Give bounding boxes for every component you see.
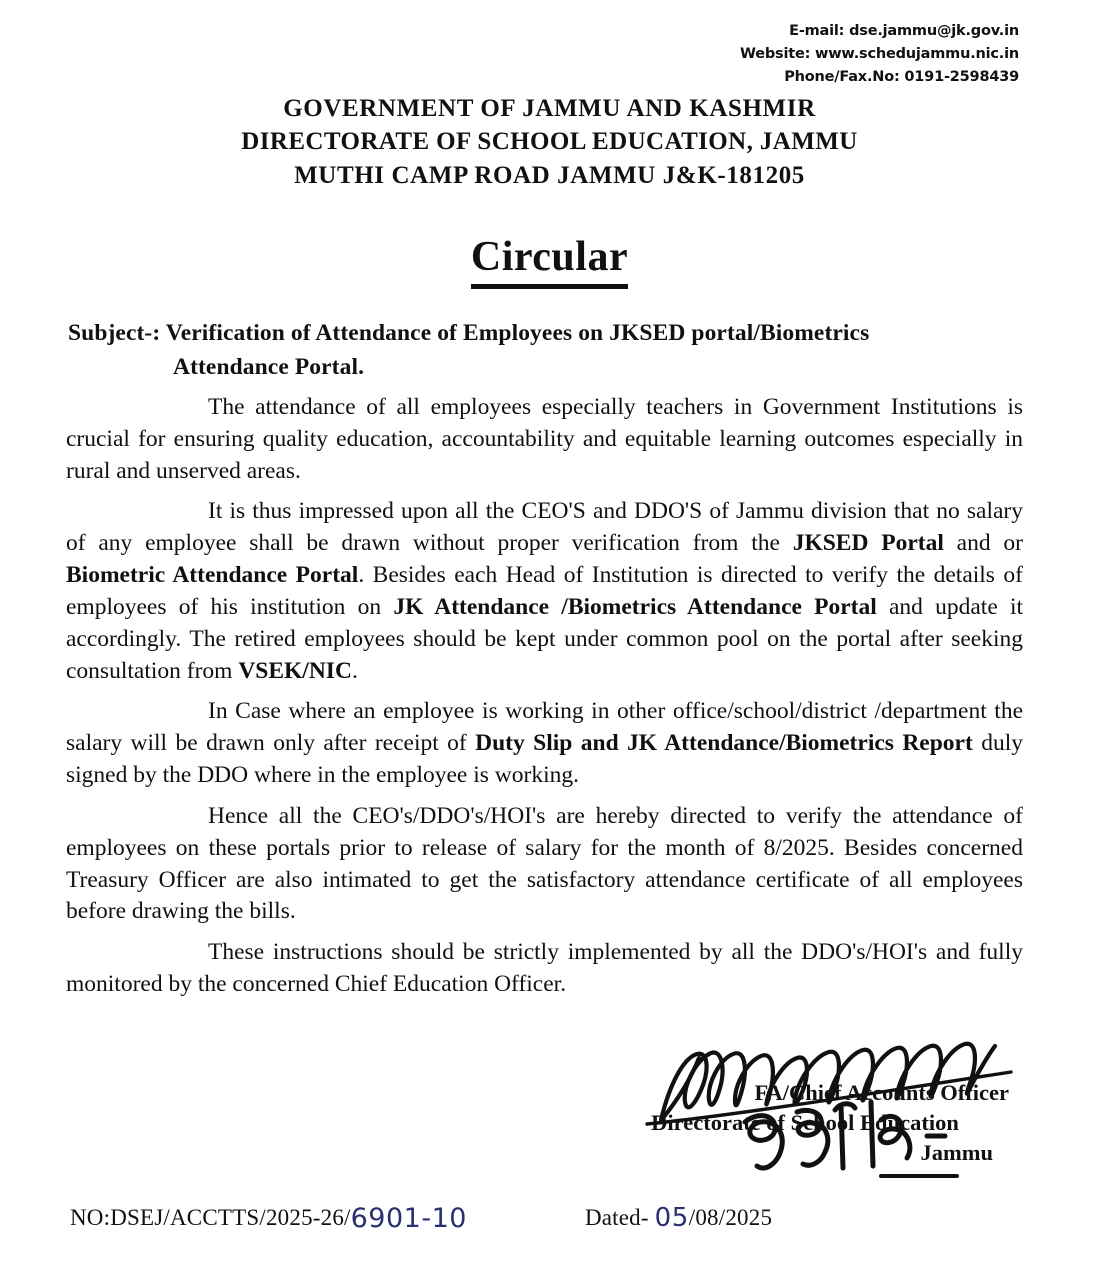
signature-block — [595, 1078, 1015, 1168]
phone-line: Phone/Fax.No: 0191-2598439 — [784, 68, 1019, 85]
paragraph-2-text-d: and update it accordingly. The retired employees should be kept under common pool on the portal after seeking consultation from — [66, 593, 1023, 684]
page-title-wrapper — [0, 236, 1099, 289]
dated-label: Dated- — [584, 1205, 649, 1230]
paragraph-2-text-e: . — [351, 657, 358, 684]
paragraph-2-text-b: and or — [943, 530, 1023, 557]
email-line: E-mail: dse.jammu@jk.gov.in — [789, 23, 1019, 39]
paragraph-4-text: Hence all the CEO's/DDO's/HOI's are hereby directed to verify the attendance of employees on these portals prior to release of salary for the month of 8/2025. Besides concerned Treasury Officer are also intimated to get the satisfactory attendance certificate of all employees before drawing the bills. — [66, 802, 1023, 925]
signatory-place: Jammu — [920, 1140, 993, 1166]
paragraph-5-text: These instructions should be strictly implemented by all the DDO's/HOI's and fully monitored by the concerned Chief Education Officer. — [66, 939, 1023, 998]
reference-number — [70, 1201, 467, 1232]
paragraph-2-text-a: It is thus impressed upon all the CEO'S and DDO'S of Jammu division that no salary of any employee shall be drawn without proper verification from the — [66, 498, 1023, 557]
office-header-line-2: DIRECTORATE OF SCHOOL EDUCATION, JAMMU — [241, 128, 858, 156]
subject-line — [68, 316, 1021, 384]
reference-number-handwritten: 6901-10 — [350, 1203, 467, 1234]
paragraph-1-text: The attendance of all employees especially teachers in Government Institutions is crucial for ensuring quality education, accountability and equitable learning outcomes especially in rural and unserved areas. — [66, 394, 1023, 484]
term-jk-attendance-portal: JK Attendance /Biometrics Attendance Portal — [393, 593, 877, 620]
term-biometric-attendance-portal: Biometric Attendance Portal — [66, 562, 359, 589]
signatory-designation: FA/Chief Accounts Officer — [754, 1080, 1009, 1105]
reference-number-prefix: NO:DSEJ/ACCTTS/2025-26/ — [70, 1205, 351, 1230]
office-header-line-1: GOVERNMENT OF JAMMU AND KASHMIR — [283, 95, 816, 122]
paragraph-5 — [66, 937, 1023, 1001]
term-duty-slip-report: Duty Slip and JK Attendance/Biometrics Report — [475, 730, 973, 757]
document-body — [66, 392, 1023, 1010]
paragraph-3 — [66, 696, 1023, 791]
website-line: Website: www.schedujammu.nic.in — [739, 45, 1019, 62]
paragraph-1 — [66, 392, 1023, 487]
document-footer — [70, 1201, 1029, 1232]
subject-line-1: Subject-: Verification of Attendance of Employees on JKSED portal/Biometrics — [68, 320, 870, 346]
term-jksed-portal: JKSED Portal — [792, 530, 944, 557]
office-header — [0, 92, 1099, 192]
paragraph-2-text-c: . Besides each Head of Institution is directed to verify the details of employees of his institution on — [66, 562, 1023, 620]
subject-line-2: Attendance Portal. — [173, 354, 365, 381]
paragraph-2 — [66, 496, 1023, 687]
contact-header — [740, 20, 1019, 89]
signatory-office: Directorate of School Education — [651, 1110, 959, 1136]
paragraph-3-text-a: In Case where an employee is working in other office/school/district /department the salary will be drawn only after receipt of — [66, 698, 1023, 757]
dated-day-handwritten: 05 — [654, 1203, 689, 1233]
paragraph-4 — [66, 801, 1023, 928]
dated-field — [585, 1202, 772, 1232]
dated-rest: /08/2025 — [688, 1205, 773, 1230]
paragraph-3-text-b: duly signed by the DDO where in the employee is working. — [66, 730, 1023, 789]
office-header-line-3: MUTHI CAMP ROAD JAMMU J&K-181205 — [294, 161, 805, 189]
term-vsek-nic: VSEK/NIC — [238, 657, 352, 684]
page-title: Circular — [471, 236, 628, 289]
